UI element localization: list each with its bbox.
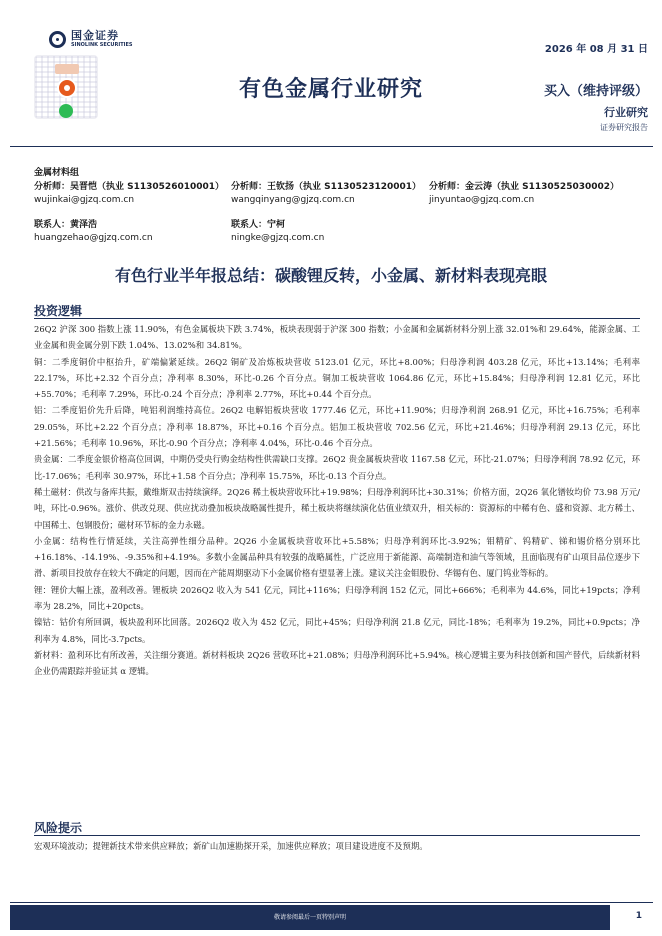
analyst-section — [34, 167, 644, 247]
analyst-email[interactable]: wangqinyang@gjzq.com.cn — [231, 195, 355, 205]
report-type: 行业研究 — [604, 106, 648, 119]
page-number: 1 — [635, 911, 642, 921]
logic-body — [34, 321, 640, 680]
report-header — [0, 0, 662, 148]
footer-bar — [10, 905, 610, 930]
footer-disclaimer: 敬请参阅最后一页特别声明 — [273, 914, 346, 921]
analyst-card — [231, 181, 421, 207]
contact-email[interactable]: huangzehao@gjzq.com.cn — [34, 233, 153, 243]
contact-name: 联系人：宁柯 — [231, 220, 286, 230]
paragraph: 镍钴：钴价有所回调，板块盈利环比回落。2026Q2 收入为 452 亿元，同比+45%；归母净利润 21.8 亿元，同比-18%；毛利率为 19.2%，同比+0.9pcts；净利率为 4.8%，同比-3.7pcts。 — [34, 617, 640, 644]
paragraph: 26Q2 沪深 300 指数上涨 11.90%，有色金属板块下跌 3.74%，板块表现弱于沪深 300 指数；小金属和金属新材料分别上涨 32.01%和 29.64%，能源金属、工业金属和贵金属分别下跌 1.04%、13.02%和 34.81%。 — [34, 324, 640, 351]
section-title-logic: 投资逻辑 — [34, 304, 83, 318]
analyst-row — [34, 181, 644, 209]
report-title: 有色金属行业研究 — [238, 77, 423, 102]
analyst-group: 金属材料组 — [34, 168, 80, 178]
contact-card — [34, 219, 153, 245]
risk-body — [34, 838, 640, 854]
contact-card — [231, 219, 324, 245]
section-title-risk: 风险提示 — [34, 821, 83, 835]
paragraph: 铜：二季度铜价中枢抬升，矿端偏紧延续。26Q2 铜矿及冶炼板块营收 5123.01 亿元，环比+8.00%；归母净利润 403.28 亿元，环比+13.14%；毛利率 22.17%，环比+2.32 个百分点；净利率 8.30%，环比-0.26 个百分点。铜加工板块营收 1064.86 亿元，环比+15.84%；归母净利润 12.81 亿元，环比+55.70%；毛利率 7.29%，环比-0.24 个百分点；净利率 2.77%，环比+0.44 个百分点。 — [34, 356, 640, 400]
contact-name: 联系人：黄泽浩 — [34, 220, 98, 230]
company-logo — [49, 30, 133, 49]
paragraph: 铝：二季度铝价先升后降，吨铝利润维持高位。26Q2 电解铝板块营收 1777.46 亿元，环比+11.90%；归母净利润 268.91 亿元，环比+16.75%；毛利率 29.05%，环比+2.22 个百分点；净利率 18.87%，环比+0.16 个百分点。铝加工板块营收 702.56 亿元，环比+21.46%；归母净利润 29.13 亿元，环比+21.56%；毛利率 10.96%，环比-0.90 个百分点；净利率 4.04%，环比-0.46 个百分点。 — [34, 405, 640, 449]
sinolink-logo-icon — [49, 31, 66, 48]
rating-label: 买入（维持评级） — [543, 84, 648, 99]
analyst-card — [429, 181, 619, 207]
report-headline: 有色行业半年报总结：碳酸锂反转，小金属、新材料表现亮眼 — [114, 266, 547, 285]
paragraph: 贵金属：二季度金银价格高位回调，中期仍受央行购金结构性供需缺口支撑。26Q2 贵金属板块营收 1167.58 亿元，环比-21.07%；归母净利润 78.92 亿元，环比-17.06%；毛利率 30.97%，环比+1.58 个百分点；净利率 15.75%，环比-0.13 个百分点。 — [34, 454, 640, 481]
paragraph: 小金属：结构性行情延续，关注高弹性细分品种。2Q26 小金属板块营收环比+5.58%；归母净利润环比-3.92%；钼精矿、钨精矿、锑和锡价格分别环比+16.18%、-14.19%、-9.35%和+4.19%。多数小金属品种具有较强的战略属性，广泛应用于新能源、高端制造和油气等领域，且面临现有矿山项目品位逐步下滑、新项目投放存在较大不确定的问题，因而在产能周期驱动下小金属价格有望显著上涨。建议关注金钼股份、华锡有色、厦门钨业等标的。 — [34, 535, 640, 579]
logo-cn-text: 国金证券 — [71, 29, 119, 42]
section-divider — [34, 835, 640, 836]
contact-row — [34, 219, 644, 247]
footer-divider — [10, 902, 653, 903]
paragraph: 锂：锂价大幅上涨，盈利改善。锂板块 2026Q2 收入为 541 亿元，同比+116%；归母净利润 152 亿元，同比+666%；毛利率为 44.6%，同比+19pcts；净利率为 28.2%，同比+20pcts。 — [34, 584, 640, 612]
paragraph: 宏观环境波动；提锂新技术带来供应释放；新矿山加速勘探开采，加速供应释放；项目建设进度不及预期。 — [34, 841, 428, 851]
report-subtype: 证券研究报告 — [600, 123, 648, 132]
analyst-email[interactable]: wujinkai@gjzq.com.cn — [34, 195, 135, 205]
analyst-card — [34, 181, 224, 207]
analyst-name: 分析师：金云涛（执业 S1130525030002） — [429, 182, 620, 192]
section-divider — [34, 318, 640, 319]
contact-email[interactable]: ningke@gjzq.com.cn — [231, 233, 325, 243]
header-divider — [10, 146, 653, 147]
logo-en-text: SINOLINK SECURITIES — [71, 42, 133, 48]
paragraph: 新材料：盈利环比有所改善，关注细分赛道。新材料板块 2Q26 营收环比+21.08%；归母净利润环比+5.94%。核心逻辑主要为科技创新和国产替代，后续新材料企业仍需跟踪并验证其 α 逻辑。 — [34, 649, 640, 677]
paragraph: 稀土磁材：供改与备库共振，戴维斯双击持续演绎。2Q26 稀土板块营收环比+19.98%；归母净利润环比+30.31%；价格方面，2Q26 氧化镨钕均价 73.98 万元/吨，环比-0.96%。涨价、供改兑现、供应扰动叠加板块战略属性提升，稀土板块将继续演化估值业绩双升，相关标的：资源标的中稀有色、盛和资源、北方稀土、中国稀土、包钢股份；磁材环节标的金力永磁。 — [34, 486, 640, 530]
analyst-name: 分析师：王钦扬（执业 S1130523120001） — [231, 182, 422, 192]
report-date: 2026 年 08 月 31 日 — [544, 44, 648, 55]
wechat-icon — [59, 104, 73, 118]
analyst-email[interactable]: jinyuntao@gjzq.com.cn — [429, 195, 535, 205]
analyst-name: 分析师：吴晋恺（执业 S1130526010001） — [34, 182, 225, 192]
